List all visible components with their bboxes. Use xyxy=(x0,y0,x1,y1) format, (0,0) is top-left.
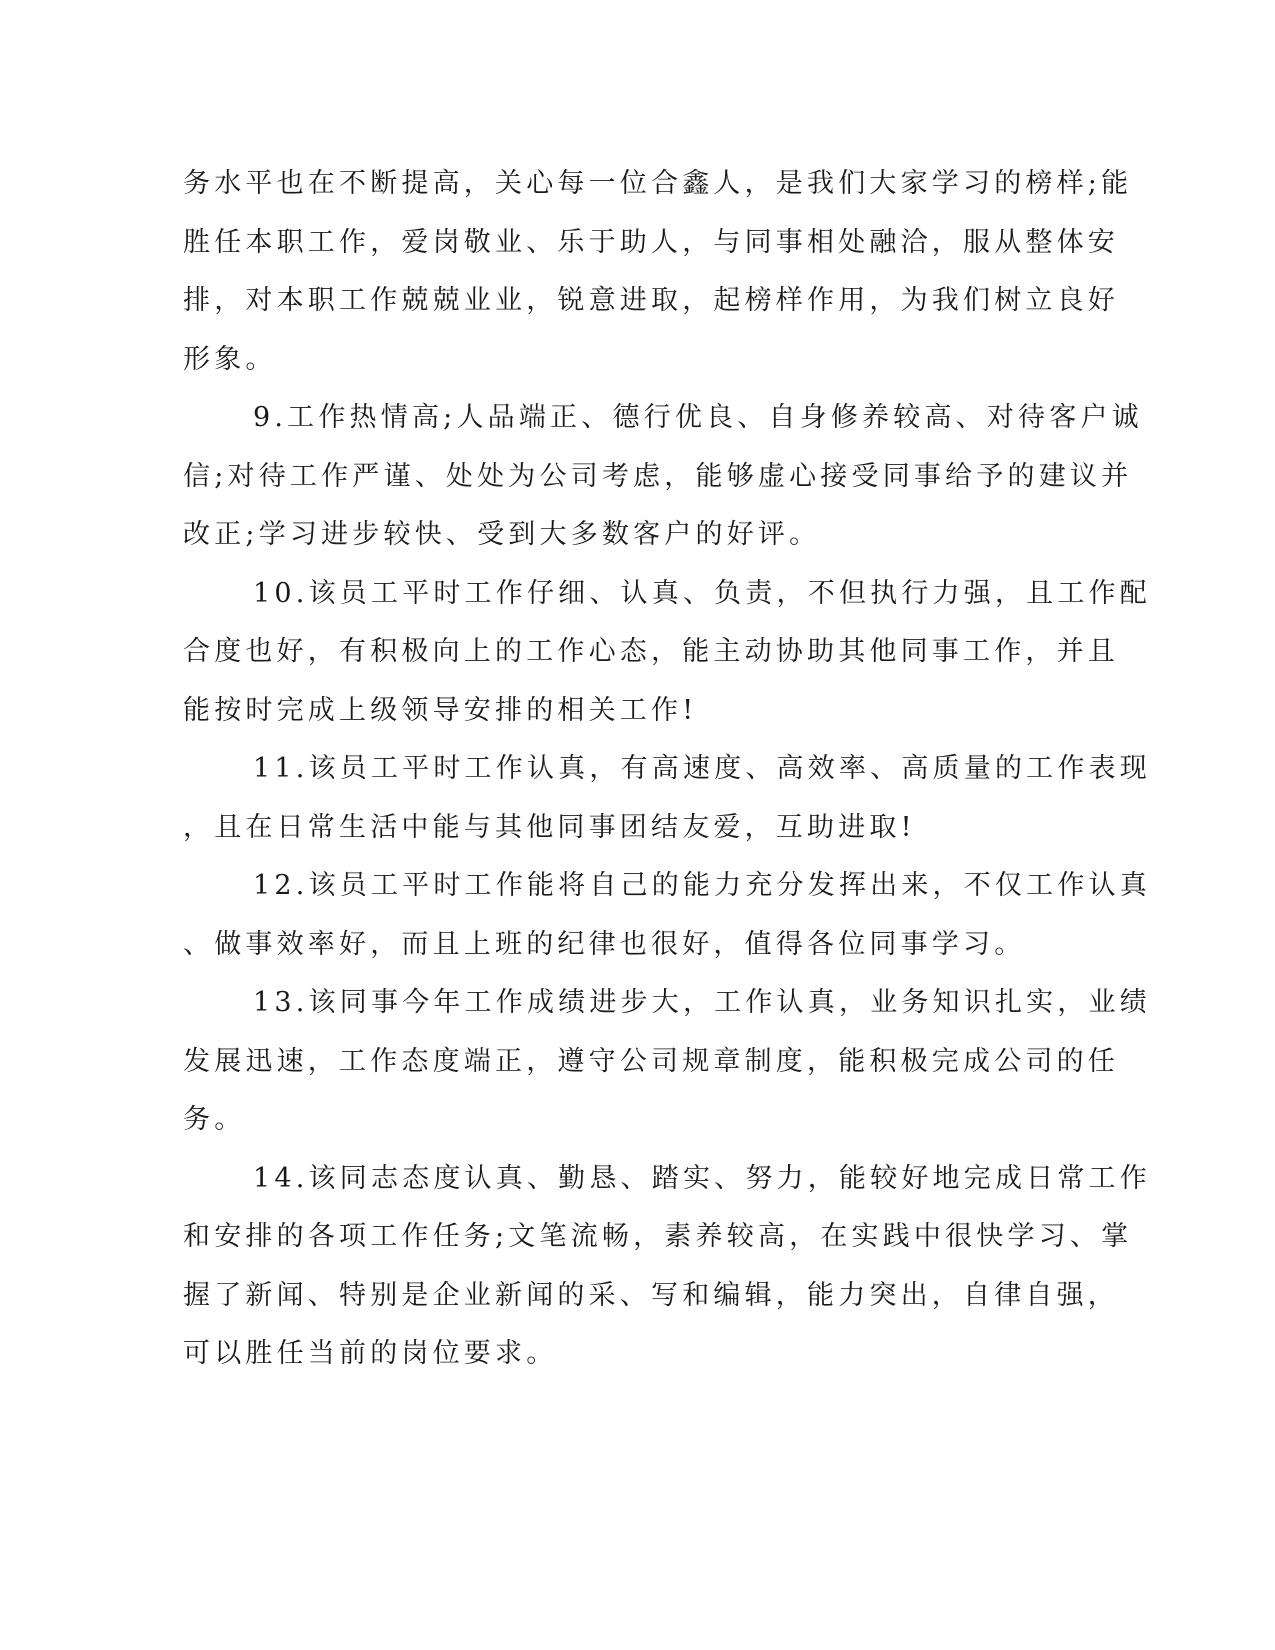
paragraph-item-12 xyxy=(183,857,1151,974)
text-line: 和安排的各项工作任务;文笔流畅，素养较高，在实践中很快学习、掌 xyxy=(183,1221,1133,1252)
text-line: 、做事效率好，而且上班的纪律也很好，值得各位同事学习。 xyxy=(183,928,1026,960)
text-line: 务。 xyxy=(183,1104,246,1135)
text-line: 信;对待工作严谨、处处为公司考虑，能够虚心接受同事给予的建议并 xyxy=(183,460,1133,492)
paragraph-item-10 xyxy=(183,565,1151,741)
text-line: 形象。 xyxy=(183,343,277,375)
paragraph-item-9 xyxy=(183,389,1143,565)
text-line: 发展迅速，工作态度端正，遵守公司规章制度，能积极完成公司的任 xyxy=(183,1045,1119,1077)
text-line: 改正;学习进步较快、受到大多数客户的好评。 xyxy=(183,519,821,550)
paragraph-item-13 xyxy=(183,974,1151,1150)
text-line: 合度也好，有积极向上的工作心态，能主动协助其他同事工作，并且 xyxy=(183,636,1119,667)
paragraph-item-14 xyxy=(183,1150,1151,1384)
text-line: 胜任本职工作，爱岗敬业、乐于助人，与同事相处融洽，服从整体安 xyxy=(183,226,1119,258)
text-line: 能按时完成上级领导安排的相关工作! xyxy=(183,694,698,726)
text-line: 可以胜任当前的岗位要求。 xyxy=(183,1338,558,1369)
text-line: 务水平也在不断提高，关心每一位合鑫人，是我们大家学习的榜样;能 xyxy=(183,168,1133,199)
text-line: 10.该员工平时工作仔细、认真、负责，不但执行力强，且工作配 xyxy=(253,577,1151,609)
text-line: 握了新闻、特别是企业新闻的采、写和编辑，能力突出，自律自强， xyxy=(183,1279,1119,1311)
paragraph-continuation xyxy=(183,155,1133,389)
text-line: 14.该同志态度认真、勤恳、踏实、努力，能较好地完成日常工作 xyxy=(253,1162,1151,1194)
text-line: 11.该员工平时工作认真，有高速度、高效率、高质量的工作表现 xyxy=(253,753,1151,784)
text-line: 12.该员工平时工作能将自己的能力充分发挥出来，不仅工作认真 xyxy=(253,870,1151,901)
text-line: ，且在日常生活中能与其他同事团结友爱，互助进取! xyxy=(183,811,916,843)
paragraph-item-11 xyxy=(183,740,1151,857)
document-body xyxy=(183,155,1151,1384)
text-line: 13.该同事今年工作成绩进步大，工作认真，业务知识扎实，业绩 xyxy=(253,987,1151,1018)
text-line: 排，对本职工作兢兢业业，锐意进取，起榜样作用，为我们树立良好 xyxy=(183,285,1119,316)
text-line: 9.工作热情高;人品端正、德行优良、自身修养较高、对待客户诚 xyxy=(253,402,1143,433)
